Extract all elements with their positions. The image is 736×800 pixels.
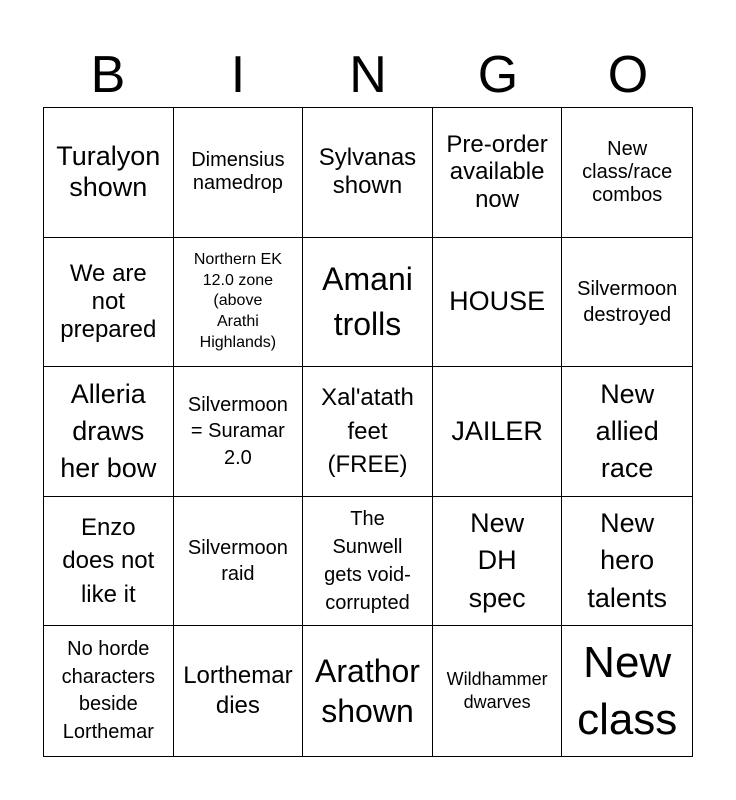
bingo-cell[interactable] (174, 238, 304, 368)
header-letter-o: O (607, 46, 649, 104)
cell-label: New DH spec (468, 508, 526, 613)
bingo-cell[interactable] (562, 497, 692, 627)
bingo-cell[interactable] (174, 367, 304, 497)
bingo-cell[interactable] (303, 497, 433, 627)
cell-label: No horde characters beside Lorthemar (61, 638, 155, 743)
header-letter-b: B (90, 46, 126, 104)
cell-label: Dimensius namedrop (191, 149, 285, 195)
cell-label: New class/race combos (582, 137, 673, 206)
bingo-header (43, 44, 693, 106)
cell-label: Silvermoon raid (187, 536, 288, 586)
bingo-cell[interactable] (174, 626, 304, 756)
cell-label: New class (577, 638, 678, 745)
bingo-cell[interactable] (44, 497, 174, 627)
cell-label: Turalyon shown (56, 140, 161, 203)
bingo-cell[interactable] (303, 626, 433, 756)
bingo-board (43, 107, 693, 757)
cell-label: Wildhammer dwarves (446, 668, 548, 713)
cell-label: Sylvanas shown (318, 144, 417, 200)
bingo-cell[interactable] (44, 626, 174, 756)
cell-label: New hero talents (587, 508, 667, 613)
bingo-cell[interactable] (433, 238, 563, 368)
bingo-cell[interactable] (174, 497, 304, 627)
bingo-cell[interactable] (562, 238, 692, 368)
bingo-cell[interactable] (44, 108, 174, 238)
cell-label: Lorthemar dies (183, 662, 293, 720)
cell-label: We are not prepared (60, 260, 157, 343)
cell-label: Xal'atath feet (FREE) (321, 384, 414, 479)
bingo-cell[interactable] (433, 367, 563, 497)
cell-label: Northern EK 12.0 zone (above Arathi Highlands) (193, 250, 282, 352)
header-letter-g: G (477, 46, 519, 104)
header-letter-n: N (349, 46, 387, 104)
bingo-cell[interactable] (433, 626, 563, 756)
bingo-cell[interactable] (562, 626, 692, 756)
bingo-cell[interactable] (433, 108, 563, 238)
bingo-cell[interactable] (174, 108, 304, 238)
cell-label: JAILER (451, 415, 543, 446)
cell-label: Arathor shown (315, 653, 420, 730)
cell-label: New allied race (595, 378, 659, 484)
bingo-cell[interactable] (303, 238, 433, 368)
bingo-cell[interactable] (562, 367, 692, 497)
bingo-cell[interactable] (562, 108, 692, 238)
cell-label: Amani trolls (322, 261, 413, 342)
cell-label: Alleria draws her bow (60, 378, 157, 484)
bingo-cell[interactable] (433, 497, 563, 627)
cell-label: Silvermoon = Suramar 2.0 (187, 393, 288, 469)
cell-label: Enzo does not like it (62, 513, 155, 608)
cell-label: Silvermoon destroyed (577, 277, 678, 326)
cell-label: The Sunwell gets void- corrupted (324, 508, 411, 615)
cell-label: Pre-order available now (446, 130, 548, 214)
bingo-cell[interactable] (303, 108, 433, 238)
cell-label: HOUSE (449, 286, 546, 317)
bingo-cell[interactable] (303, 367, 433, 497)
bingo-cell[interactable] (44, 367, 174, 497)
bingo-cell[interactable] (44, 238, 174, 368)
header-letter-i: I (230, 46, 246, 104)
